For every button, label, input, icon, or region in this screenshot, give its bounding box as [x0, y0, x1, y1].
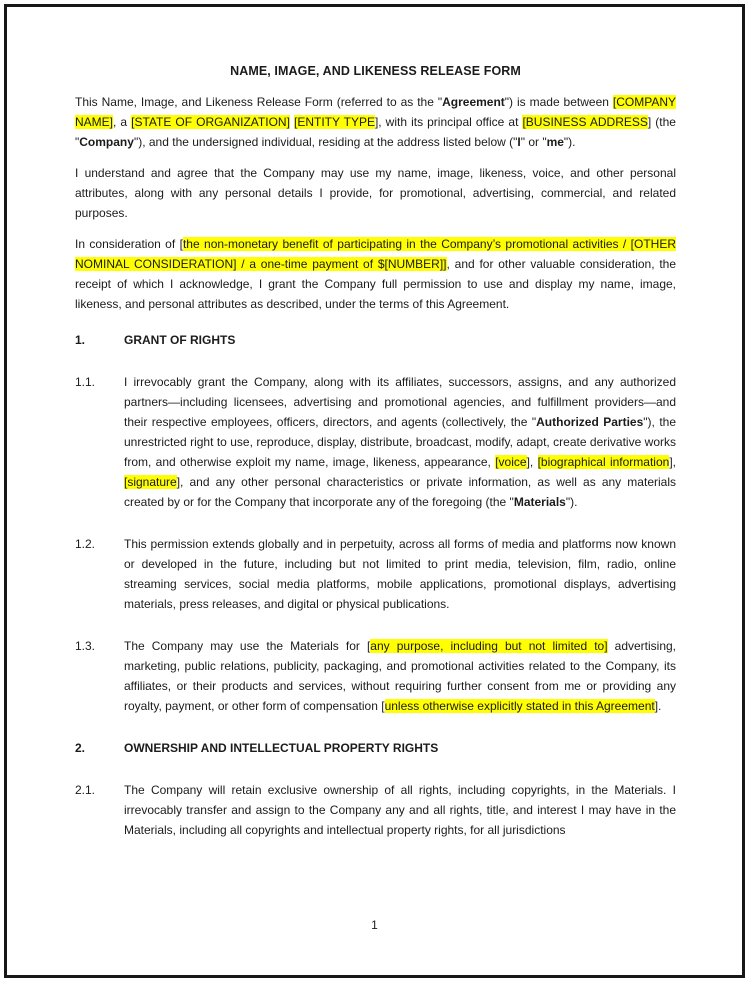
text-run: ], and any other personal characteristics or private information, as well as any materials created by or for the Company that incorporate any of the foregoing (the ": [124, 475, 676, 509]
highlighted-placeholder: [signature: [124, 475, 177, 489]
text-run: "), and the undersigned individual, residing at the address listed below (": [133, 135, 518, 149]
highlighted-placeholder: [biographical information: [537, 455, 670, 469]
text-run: "), the unrestricted right to use, reproduce, display, distribute, broadcast, modify, adapt, create derivative works from, and otherwise exploit my name, image, likeness, appearance,: [124, 415, 677, 469]
bold-term: I: [517, 135, 521, 149]
bold-term: Company: [79, 135, 134, 149]
page-border: [4, 4, 745, 978]
section-1-number: 1.: [75, 333, 86, 347]
text-run: , and for other valuable consideration, the receipt of which I acknowledge, I grant the Company full permission to use and display my name, image, likeness, and personal attributes as described, under the terms of this Agreement.: [75, 257, 676, 311]
section-2-heading: [75, 738, 676, 758]
text-run: I understand and agree that the Company may use my name, image, likeness, voice, and other personal attributes, along with any personal details I provide, for promotional, advertising, commercial, and related purposes.: [75, 166, 676, 220]
highlighted-placeholder: [ENTITY TYPE: [293, 115, 375, 129]
bold-term: Materials: [513, 495, 566, 509]
text-run: ],: [669, 455, 676, 469]
section-2-title: OWNERSHIP AND INTELLECTUAL PROPERTY RIGHTS: [124, 741, 439, 755]
document-content: [7, 7, 742, 840]
highlighted-placeholder: [voice: [495, 455, 527, 469]
clause-1-3-text: [124, 636, 676, 716]
text-run: The Company may use the Materials for [: [124, 639, 371, 653]
text-run: ], with its principal office at: [374, 115, 523, 129]
text-run: ].: [654, 699, 662, 713]
highlighted-placeholder: unless otherwise explicitly stated in this Agreement: [384, 699, 655, 713]
clause-1-2-text: [124, 534, 676, 614]
bold-term: Agreement: [442, 95, 505, 109]
text-run: advertising, marketing, public relations, publicity, packaging, and promotional activities related to the Company, its affiliates, or their products and services, without requiring further consent from me or providing any royalty, payment, or other form of compensation [: [124, 639, 677, 713]
bold-term: Authorized Parties: [536, 415, 644, 429]
text-run: ") is made between: [504, 95, 613, 109]
section-1-heading: [75, 330, 676, 350]
clause-1-1-text: [124, 372, 676, 512]
intro-paragraph: [75, 92, 676, 152]
text-run: ],: [526, 455, 538, 469]
clause-2-1: [75, 780, 676, 840]
text-run: The Company will retain exclusive ownership of all rights, including copyrights, in the Materials. I irrevocably transfer and assign to the Company any and all rights, title, and interest I may have in the Materials, including all copyrights and intellectual property rights, for all jurisdictions: [124, 783, 676, 837]
text-run: ").: [563, 135, 576, 149]
text-run: " or ": [520, 135, 547, 149]
clause-1-1: [75, 372, 676, 512]
highlighted-placeholder: any purpose, including but not limited to]: [370, 639, 608, 653]
section-1-title: GRANT OF RIGHTS: [124, 333, 236, 347]
highlighted-placeholder: [BUSINESS ADDRESS: [522, 115, 648, 129]
highlighted-placeholder: the non-monetary benefit of participating in the Company’s promotional activities / [OTHER NOMINAL CONSIDERATION] / a one-time payment of $[NUMBER]]: [75, 237, 676, 271]
clause-1-3-number: 1.3.: [75, 639, 96, 653]
bold-term: me: [546, 135, 564, 149]
text-run: This permission extends globally and in perpetuity, across all forms of media and platforms now known or developed in the future, including but not limited to print media, television, film, radio, online streaming services, social media platforms, mobile applications, promotional displays, advertising materials, press releases, and digital or physical publications.: [124, 537, 676, 611]
document-title: NAME, IMAGE, AND LIKENESS RELEASE FORM: [230, 64, 521, 78]
text-run: , a: [113, 115, 132, 129]
clause-2-1-number: 2.1.: [75, 783, 96, 797]
footer-page-number: 1: [371, 918, 378, 932]
text-run: I irrevocably grant the Company, along with its affiliates, successors, assigns, and any authorized partners—including licensees, advertising and promotional agencies, and fulfillment providers—and their respective employees, officers, directors, and agents (collectively, the ": [124, 375, 676, 429]
clause-1-1-number: 1.1.: [75, 375, 96, 389]
text-run: This Name, Image, and Likeness Release Form (referred to as the ": [75, 95, 443, 109]
highlighted-placeholder: [STATE OF ORGANIZATION]: [131, 115, 290, 129]
consideration-paragraph: [75, 234, 676, 314]
clause-2-1-text: [124, 780, 676, 840]
text-run: ] (the ": [75, 115, 676, 149]
consent-paragraph: [75, 163, 676, 223]
text-run: ").: [565, 495, 578, 509]
section-2-number: 2.: [75, 741, 86, 755]
clause-1-2-number: 1.2.: [75, 537, 96, 551]
clause-1-3: [75, 636, 676, 716]
clause-1-2: [75, 534, 676, 614]
highlighted-placeholder: [COMPANY NAME]: [75, 95, 676, 129]
text-run: In consideration of [: [75, 237, 183, 251]
